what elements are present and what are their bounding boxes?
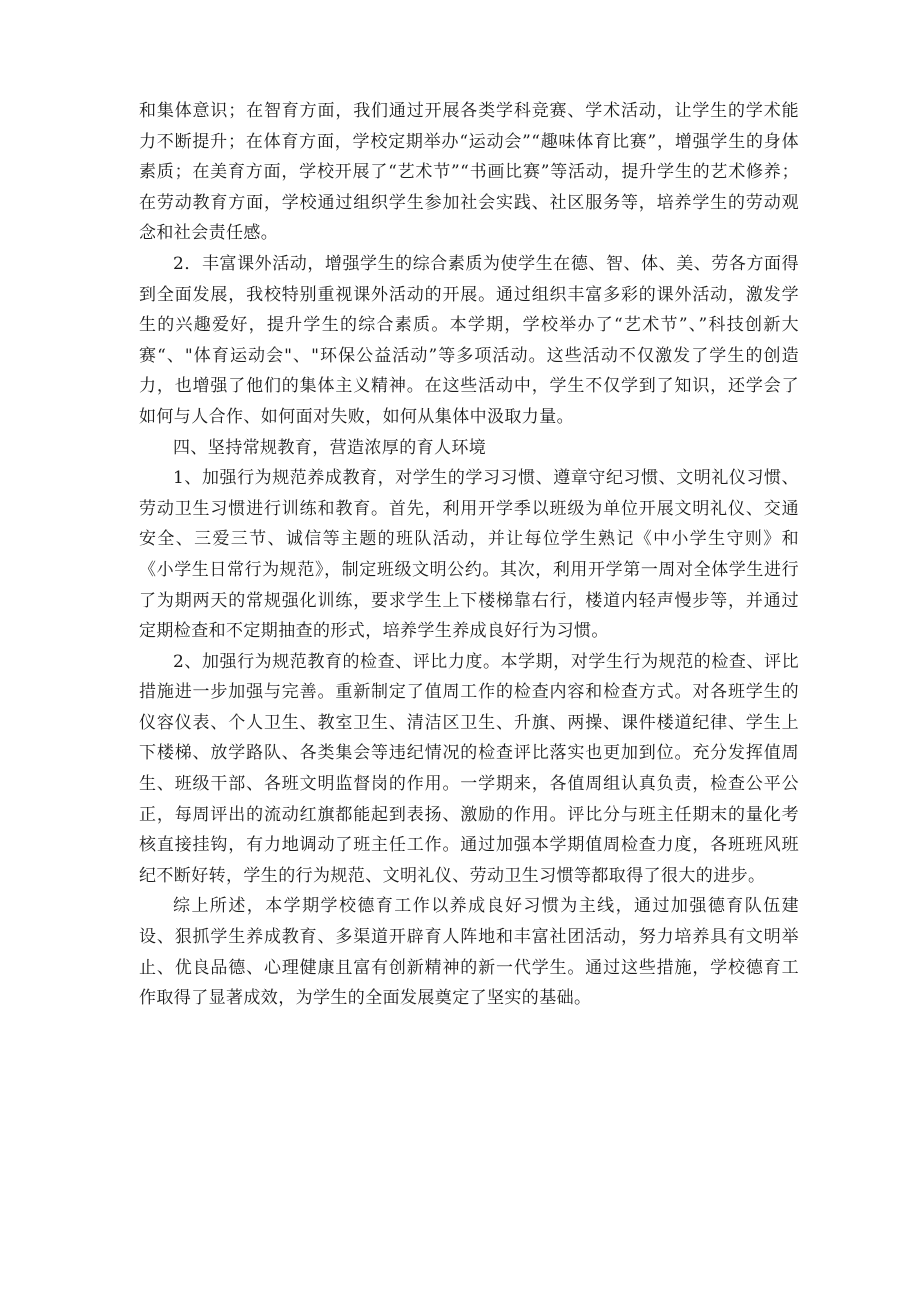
paragraph-intellectual-physical-aesthetic: 和集体意识；在智育方面，我们通过开展各类学科竞赛、学术活动，让学生的学术能力不断提升；在体育方面，学校定期举办“运动会”“趣味体育比赛”，增强学生的身体素质；在美育方面，学校开展了“艺术节”“书画比赛”等活动，提升学生的艺术修养；在劳动教育方面，学校通过组织学生参加社会实践、社区服务等，培养学生的劳动观念和社会责任感。 <box>139 101 799 244</box>
paragraph-behavior-norms: 1、加强行为规范养成教育，对学生的学习习惯、遵章守纪习惯、文明礼仪习惯、劳动卫生习惯进行训练和教育。首先，利用开学季以班级为单位开展文明礼仪、交通安全、三爱三节、诚信等主题的班队活动，并让每位学生熟记《中小学生守则》和《小学生日常行为规范》，制定班级文明公约。其次，利用开学第一周对全体学生进行了为期两天的常规强化训练，要求学生上下楼梯靠右行，楼道内轻声慢步等，并通过定期检查和不定期抽查的形式，培养学生养成良好行为习惯。 <box>139 468 799 642</box>
document-body <box>139 96 799 1014</box>
paragraph-summary: 综上所述，本学期学校德育工作以养成良好习惯为主线，通过加强德育队伍建设、狠抓学生养成教育、多渠道开辟育人阵地和丰富社团活动，努力培养具有文明举止、优良品德、心理健康且富有创新精神的新一代学生。通过这些措施，学校德育工作取得了显著成效，为学生的全面发展奠定了坚实的基础。 <box>139 896 799 1009</box>
paragraph-extracurricular-activities: 2．丰富课外活动，增强学生的综合素质为使学生在德、智、体、美、劳各方面得到全面发展，我校特别重视课外活动的开展。通过组织丰富多彩的课外活动，激发学生的兴趣爱好，提升学生的综合素质。本学期，学校举办了“艺术节”、”科技创新大赛“、"体育运动会"、"环保公益活动”等多项活动。这些活动不仅激发了学生的创造力，也增强了他们的集体主义精神。在这些活动中，学生不仅学到了知识，还学会了如何与人合作、如何面对失败，如何从集体中汲取力量。 <box>139 253 799 427</box>
paragraph-inspection-evaluation: 2、加强行为规范教育的检查、评比力度。本学期，对学生行为规范的检查、评比措施进一步加强与完善。重新制定了值周工作的检查内容和检查方式。对各班学生的仪容仪表、个人卫生、教室卫生、清洁区卫生、升旗、两操、课件楼道纪律、学生上下楼梯、放学路队、各类集会等违纪情况的检查评比落实也更加到位。充分发挥值周生、班级干部、各班文明监督岗的作用。一学期来，各值周组认真负责，检查公平公正，每周评出的流动红旗都能起到表扬、激励的作用。评比分与班主任期末的量化考核直接挂钩，有力地调动了班主任工作。通过加强本学期值周检查力度，各班班风班纪不断好转，学生的行为规范、文明礼仪、劳动卫生习惯等都取得了很大的进步。 <box>139 651 799 886</box>
section-heading-routine-education: 四、坚持常规教育，营造浓厚的育人环境 <box>173 437 487 458</box>
